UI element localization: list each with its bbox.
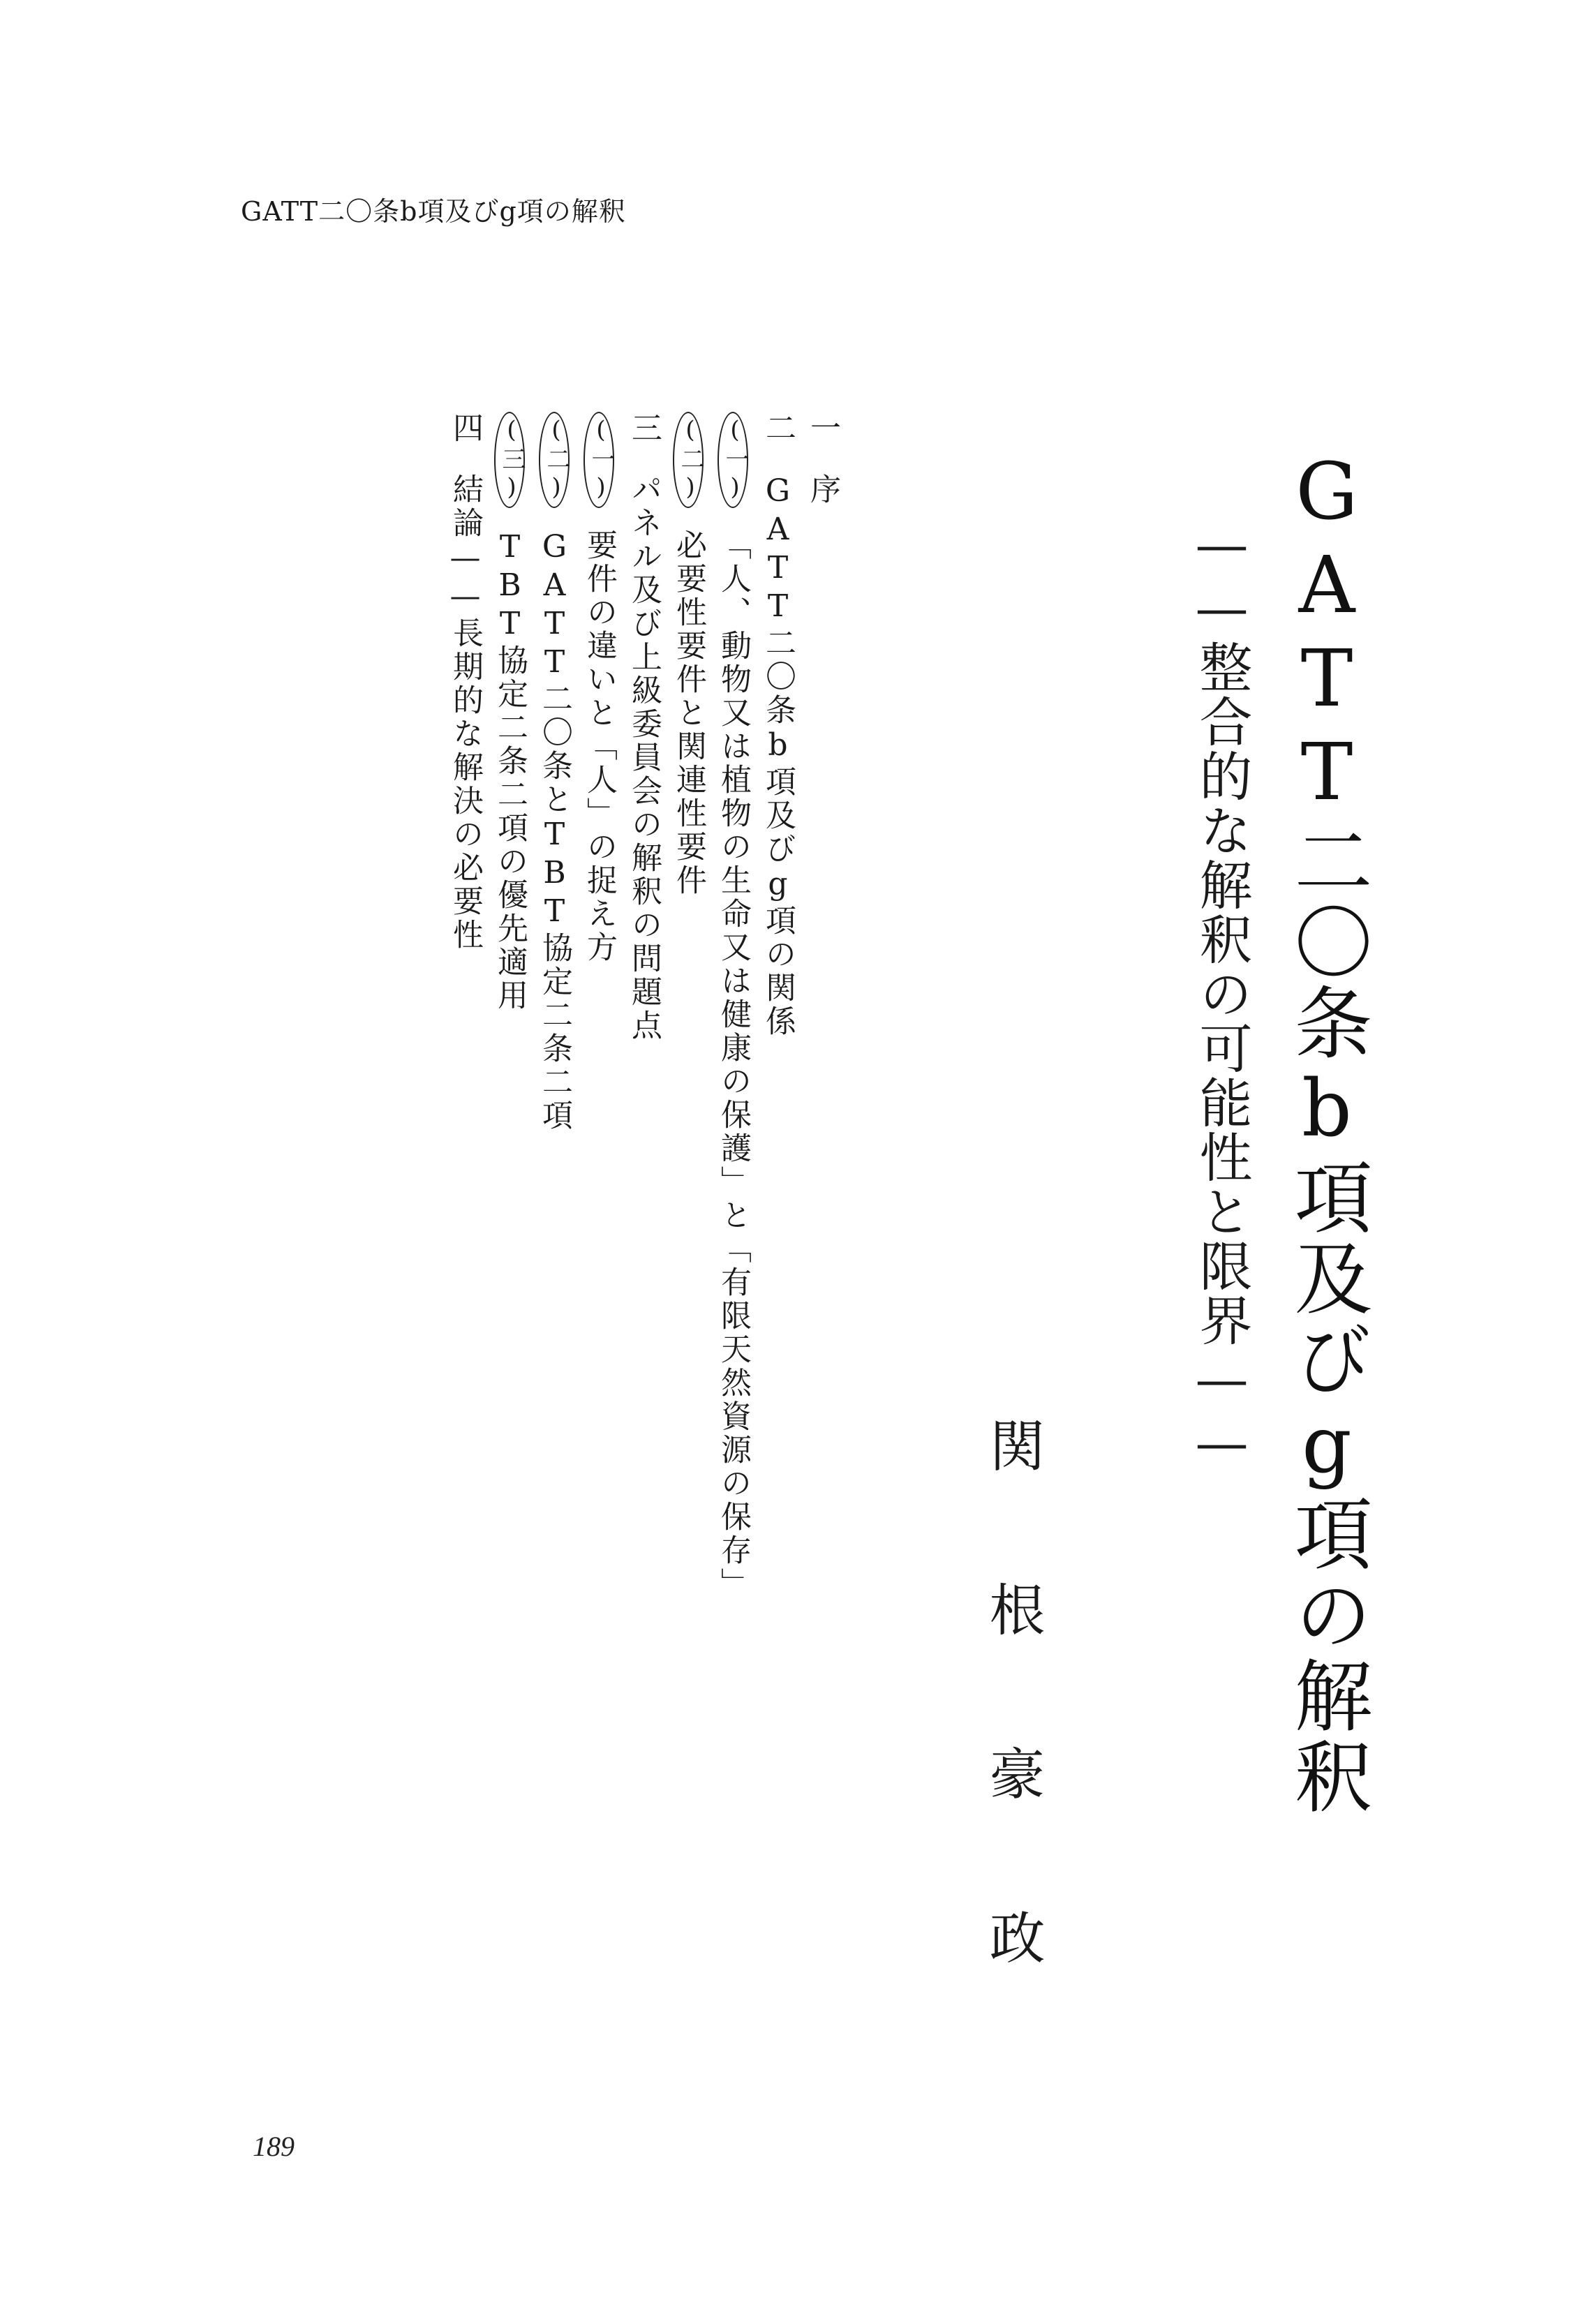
toc-item-label: TBT協定二条二項の優先適用 bbox=[492, 529, 528, 1013]
article-title: GATT二〇条b項及びg項の解釈 bbox=[1281, 447, 1372, 1817]
running-head: GATT二〇条b項及びg項の解釈 bbox=[241, 196, 626, 227]
toc-item-label: 必要性要件と関連性要件 bbox=[671, 529, 706, 897]
toc-item-number: 三 bbox=[626, 412, 662, 445]
toc-item bbox=[760, 412, 796, 1038]
page-number: 189 bbox=[253, 2131, 295, 2162]
toc-item-number: 二 bbox=[760, 412, 796, 445]
toc-item-number: (一) bbox=[583, 412, 614, 508]
toc-item bbox=[715, 412, 751, 1601]
toc-item-number: 四 bbox=[447, 412, 483, 445]
toc-item bbox=[626, 412, 662, 1043]
table-of-contents bbox=[419, 412, 840, 1601]
toc-item bbox=[807, 412, 838, 507]
toc-item bbox=[673, 412, 704, 897]
toc-item-number: (一) bbox=[718, 412, 748, 508]
article-subtitle: ——整合的な解釈の可能性と限界—— bbox=[1191, 513, 1253, 1475]
toc-item-label: 序 bbox=[805, 473, 840, 507]
toc-item-label: GATT二〇条b項及びg項の関係 bbox=[760, 473, 796, 1038]
toc-item-label: GATT二〇条とTBT協定二条二項 bbox=[537, 529, 572, 1133]
toc-item-label: 要件の違いと「人」の捉え方 bbox=[581, 529, 617, 964]
toc-item-number: (二) bbox=[673, 412, 704, 508]
toc-item bbox=[447, 412, 483, 952]
toc-item bbox=[539, 412, 570, 1133]
toc-item-label: 結論——長期的な解決の必要性 bbox=[447, 473, 483, 952]
toc-item-label: パネル及び上級委員会の解釈の問題点 bbox=[626, 473, 662, 1043]
toc-item-number: (三) bbox=[494, 412, 525, 508]
toc-item bbox=[492, 412, 528, 1013]
author-name: 関根豪政 bbox=[980, 1417, 1045, 2073]
toc-item bbox=[581, 412, 617, 964]
toc-item-number: (二) bbox=[539, 412, 570, 508]
toc-item-label: 「人、動物又は植物の生命又は健康の保護」と「有限天然資源の保存」 bbox=[715, 529, 751, 1601]
toc-item-number: 一 bbox=[805, 412, 840, 445]
